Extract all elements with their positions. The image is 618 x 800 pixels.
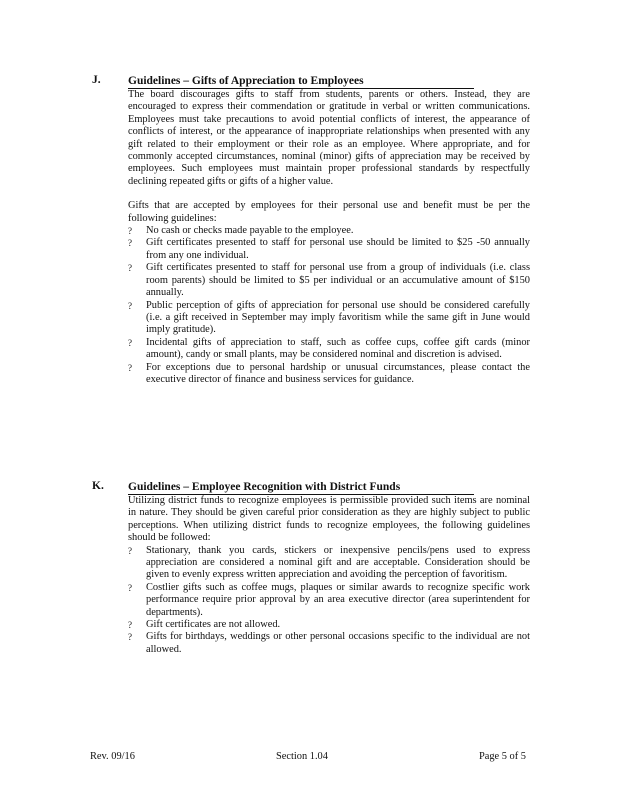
list-item: ? Gift certificates are not allowed. xyxy=(128,619,281,631)
bullet-mark-icon: ? xyxy=(128,620,132,631)
bullet-mark-icon: ? xyxy=(128,300,132,311)
footer-revision: Rev. 09/16 xyxy=(90,751,135,762)
bullet-mark-icon: ? xyxy=(128,226,132,237)
bullet-mark-icon: ? xyxy=(128,582,132,593)
list-item: ? For exceptions due to personal hardship or unusual circumstances, please contact the executive director of finance and business services for guidance. xyxy=(128,361,530,385)
bullet-mark-icon: ? xyxy=(128,545,132,556)
list-item: ? Gift certificates presented to staff for personal use from a group of individuals (i.e. class room parents) should be limited to $5 per individual or an accumulative amount of $150 annually. xyxy=(128,262,530,299)
bullet-mark-icon: ? xyxy=(128,362,132,373)
bullet-mark-icon: ? xyxy=(128,238,132,249)
bullet-mark-icon: ? xyxy=(128,337,132,348)
list-item: ? Public perception of gifts of appreciation for personal use should be considered carefully (i.e. a gift received in September may imply favoritism while the same gift in June would imply gratitude). xyxy=(128,299,530,336)
section-k-bullet-list xyxy=(128,545,530,657)
section-j-title: Guidelines – Gifts of Appreciation to Employees xyxy=(128,74,474,89)
section-j xyxy=(92,74,530,466)
page-footer xyxy=(90,751,526,765)
footer-page-number: Page 5 of 5 xyxy=(478,751,526,762)
bullet-mark-icon: ? xyxy=(128,632,132,643)
section-k-body xyxy=(128,480,530,656)
list-item: ? Stationary, thank you cards, stickers or inexpensive pencils/pens used to express appreciation are considered a nominal gift and are acceptable. Consideration should be given to evenly express written appreciation and avoiding the perception of favoritism. xyxy=(128,544,530,581)
section-k xyxy=(92,480,530,695)
bullet-mark-icon: ? xyxy=(128,263,132,274)
section-j-paragraph-2: Gifts that are accepted by employees for their personal use and benefit must be per the following guidelines: xyxy=(128,200,530,224)
section-j-body xyxy=(128,74,530,386)
list-item: ? Costlier gifts such as coffee mugs, plaques or similar awards to recognize specific work performance require prior approval by an area executive director (area superintendent for departments). xyxy=(128,581,530,618)
section-j-letter: J. xyxy=(92,74,101,86)
list-item: ? Gifts for birthdays, weddings or other personal occasions specific to the individual are not allowed. xyxy=(128,631,530,655)
section-k-paragraph-1: Utilizing district funds to recognize employees is permissible provided such items are nominal in nature. They should be given careful prior consideration as they are highly subject to public perceptions. When utilizing district funds to recognize employees, the following guidelines should be followed: xyxy=(128,495,530,544)
section-j-bullet-list xyxy=(128,225,530,386)
section-k-letter: K. xyxy=(92,480,104,492)
list-item: ? Incidental gifts of appreciation to staff, such as coffee cups, coffee gift cards (minor amount), candy or small plants, may be considered nominal and discretion is advised. xyxy=(128,336,530,361)
footer-section: Section 1.04 xyxy=(276,751,328,762)
section-j-paragraph-1: The board discourages gifts to staff from students, parents or others. Instead, they are encouraged to express their commendation or gratitude in verbal or written communications. Employees must take precautions to avoid potential conflicts of interest, the appearance of conflicts of interest, or the appearance of inappropriate relationships when presented with any gift related to their employment or their role as an employee. Where appropriate, and for commonly accepted circumstances, nominal (minor) gifts of appreciation may be received by employees. Such employees must maintain proper professional standards by respectfully declining repeated gifts or gifts of a higher value. xyxy=(128,89,530,187)
section-k-title: Guidelines – Employee Recognition with District Funds xyxy=(128,480,474,495)
list-item: ? No cash or checks made payable to the employee. xyxy=(128,225,354,237)
list-item: ? Gift certificates presented to staff for personal use should be limited to $25 -50 annually from any one individual. xyxy=(128,237,530,261)
